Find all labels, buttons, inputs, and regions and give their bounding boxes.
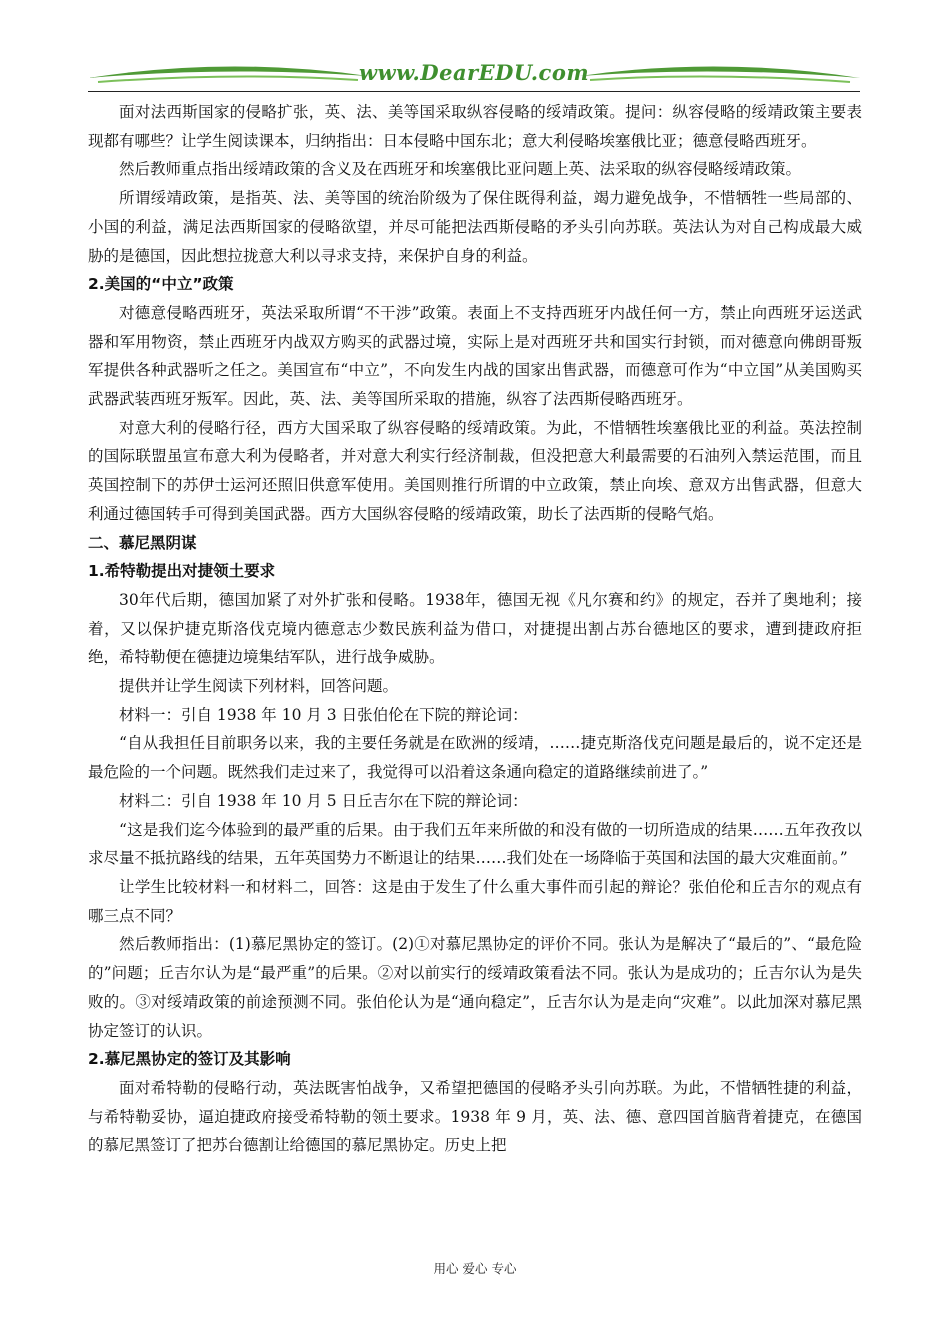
section-heading: 1.希特勒提出对捷领土要求: [88, 562, 276, 581]
page-footer: 用心 爱心 专心: [433, 1261, 517, 1276]
header-site-logo: www.DearEDU.com: [358, 60, 590, 85]
paragraph: 对德意侵略西班牙，英法采取所谓“不干涉”政策。表面上不支持西班牙内战任何一方，禁止向西班牙运送武器和军用物资，禁止西班牙内战双方购买的武器过境，实际上是对西班牙共和国实行封锁，而对德意向佛朗哥叛军提供各种武器听之任之。美国宣布“中立”，不向发生内战的国家出售武器，而德意可作为“中立国”从美国购买武器武装西班牙叛军。因此，英、法、美等国所采取的措施，纵容了法西斯侵略西班牙。: [88, 303, 862, 409]
paragraph: 材料一：引自 1938 年 10 月 3 日张伯伦在下院的辩论词：: [119, 705, 528, 724]
paragraph: 然后教师指出：(1)慕尼黑协定的签订。(2)①对慕尼黑协定的评价不同。张认为是解决了“最后的”、“最危险的”问题；丘吉尔认为是“最严重”的后果。②对以前实行的绥靖政策看法不同。张认为是成功的；丘吉尔认为是失败的。③对绥靖政策的前途预测不同。张伯伦认为是“通向稳定”，丘吉尔认为是走向“灾难”。以此加深对慕尼黑协定签订的认识。: [88, 935, 862, 1040]
quote-paragraph: “自从我担任目前职务以来，我的主要任务就是在欧洲的绥靖，……捷克斯洛伐克问题是最后的，说不定还是最危险的一个问题。既然我们走过来了，我觉得可以沿着这条通向稳定的道路继续前进了。”: [88, 734, 862, 782]
header-rule: [88, 91, 860, 92]
paragraph: 材料二：引自 1938 年 10 月 5 日丘吉尔在下院的辩论词：: [119, 791, 528, 810]
section-heading: 2.美国的“中立”政策: [88, 275, 234, 294]
document-body: [88, 98, 862, 1160]
paragraph: 面对法西斯国家的侵略扩张，英、法、美等国采取纵容侵略的绥靖政策。提问：纵容侵略的绥靖政策主要表现都有哪些？让学生阅读课本，归纳指出：日本侵略中国东北；意大利侵略埃塞俄比亚；德意侵略西班牙。: [88, 103, 862, 150]
paragraph: 所谓绥靖政策，是指英、法、美等国的统治阶级为了保住既得利益，竭力避免战争，不惜牺牲一些局部的、小国的利益，满足法西斯国家的侵略欲望，并尽可能把法西斯侵略的矛头引向苏联。英法认为对自己构成最大威胁的是德国，因此想拉拢意大利以寻求支持，来保护自身的利益。: [88, 189, 862, 265]
paragraph: 30年代后期，德国加紧了对外扩张和侵略。1938年，德国无视《凡尔赛和约》的规定，吞并了奥地利；接着，又以保护捷克斯洛伐克境内德意志少数民族利益为借口，对捷提出割占苏台德地区的要求，遭到捷政府拒绝，希特勒便在德捷边境集结军队，进行战争威胁。: [88, 590, 862, 667]
section-heading: 2.慕尼黑协定的签订及其影响: [88, 1050, 291, 1069]
paragraph: 提供并让学生阅读下列材料，回答问题。: [119, 677, 399, 696]
paragraph: 面对希特勒的侵略行动，英法既害怕战争，又希望把德国的侵略矛头引向苏联。为此，不惜牺牲捷的利益，与希特勒妥协，逼迫捷政府接受希特勒的领土要求。1938 年 9 月，英、法、德、意四国首脑背着捷克，在德国的慕尼黑签订了把苏台德割让给德国的慕尼黑协定。历史上把: [88, 1078, 862, 1155]
paragraph: 让学生比较材料一和材料二，回答：这是由于发生了什么重大事件而引起的辩论？张伯伦和丘吉尔的观点有哪三点不同？: [88, 877, 862, 925]
page-header: [88, 58, 860, 94]
quote-paragraph: “这是我们迄今体验到的最严重的后果。由于我们五年来所做的和没有做的一切所造成的结果……五年孜孜以求尽量不抵抗路线的结果，五年英国势力不断退让的结果……我们处在一场降临于英国和法国的最大灾难面前。”: [88, 820, 862, 868]
chapter-heading: 二、慕尼黑阴谋: [88, 533, 197, 552]
paragraph: 对意大利的侵略行径，西方大国采取了纵容侵略的绥靖政策。为此，不惜牺牲埃塞俄比亚的利益。英法控制的国际联盟虽宣布意大利为侵略者，并对意大利实行经济制裁，但没把意大利最需要的石油列入禁运范围，而且英国控制下的苏伊士运河还照旧供意军使用。美国则推行所谓的中立政策，禁止向埃、意双方出售武器，但意大利通过德国转手可得到美国武器。西方大国纵容侵略的绥靖政策，助长了法西斯的侵略气焰。: [88, 418, 862, 523]
paragraph: 然后教师重点指出绥靖政策的含义及在西班牙和埃塞俄比亚问题上英、法采取的纵容侵略绥靖政策。: [119, 160, 802, 179]
